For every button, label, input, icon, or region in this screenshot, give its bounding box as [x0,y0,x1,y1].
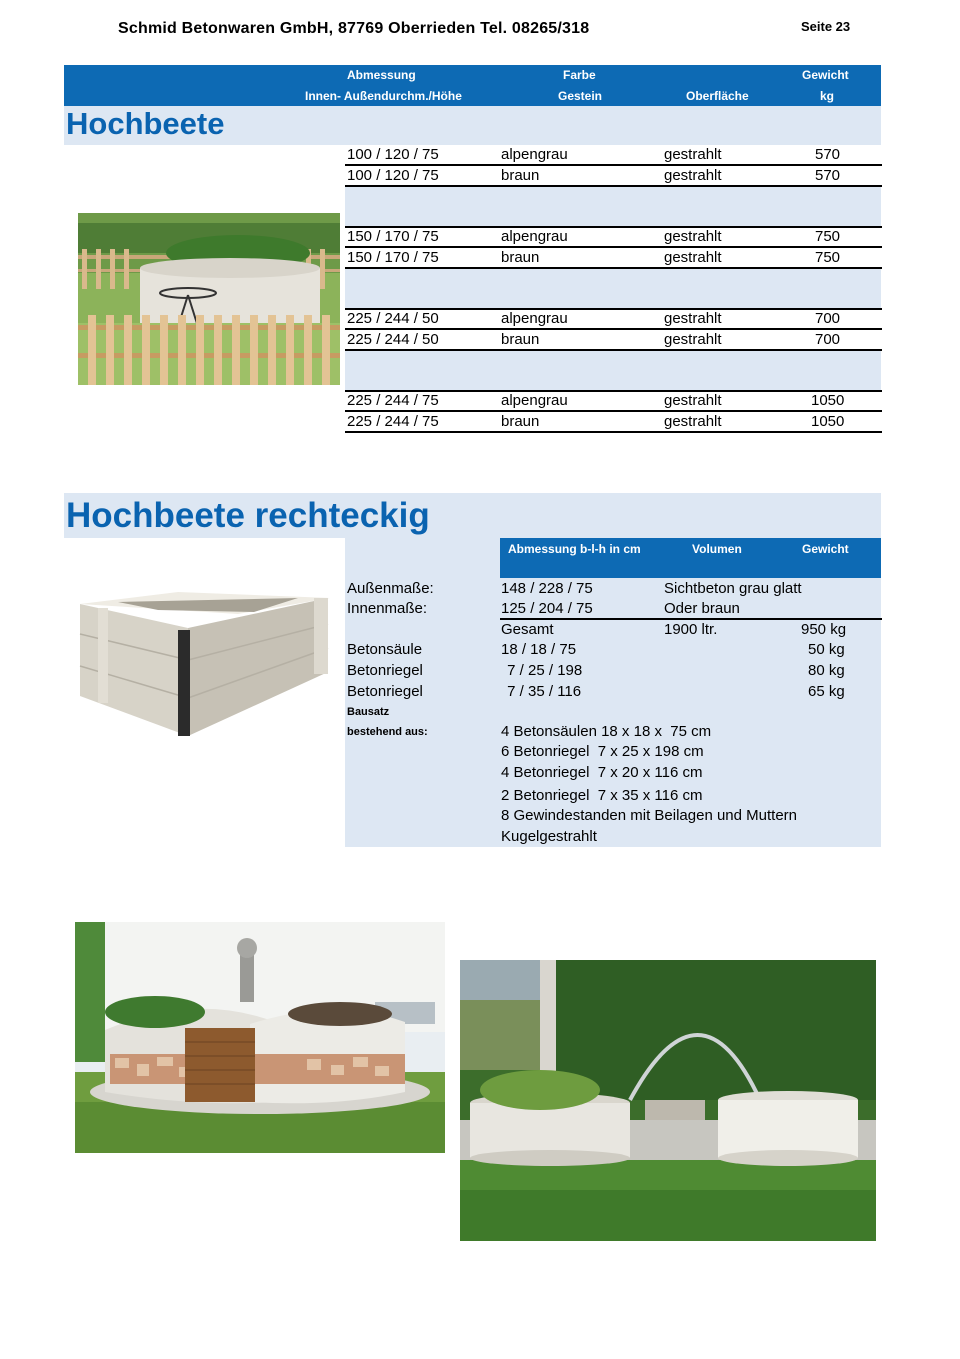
row-dimension: 225 / 244 / 75 [347,392,439,409]
row-surface: gestrahlt [664,167,722,184]
row-color: alpengrau [501,146,568,163]
kit-item: 2 Betonriegel 7 x 35 x 116 cm [501,787,703,804]
oval-bed-house-photo [75,922,445,1153]
inner-dim-value: 125 / 204 / 75 [501,600,593,617]
table-row [345,228,882,248]
kit-item: 4 Betonsäulen 18 x 18 x 75 cm [501,723,712,740]
row-color: alpengrau [501,228,568,245]
row-dimension: 100 / 120 / 75 [347,146,439,163]
col-dimension-label: Abmessung b-l-h in cm [508,542,641,556]
column-weight: 50 kg [808,641,845,658]
beam-dim: 7 / 35 / 116 [503,683,582,700]
col-abmessung-label: Abmessung [347,68,416,82]
column-dim: 18 / 18 / 75 [501,641,577,658]
table-row [345,392,882,412]
col-abmessung-sublabel: Innen- Außendurchm./Höhe [305,89,462,103]
total-volume: 1900 ltr. [664,621,718,638]
row-divider [345,246,882,248]
col-oberflaeche-label: Oberfläche [686,89,749,103]
row-color: braun [501,249,540,266]
row-dimension: 150 / 170 / 75 [347,249,439,266]
row-surface: gestrahlt [664,331,722,348]
row-color: alpengrau [501,310,568,327]
row-divider [345,431,882,433]
beam-weight: 65 kg [808,683,845,700]
row-weight: 700 [815,331,841,348]
company-header: Schmid Betonwaren GmbH, 87769 Oberrieden Tel. 08265/318 [118,20,590,37]
table-header-bar [64,65,881,106]
table-row [345,146,882,166]
beam-dim: 7 / 25 / 198 [503,662,583,679]
row-weight: 1050 [811,413,845,430]
row-surface: gestrahlt [664,249,722,266]
row-weight: 700 [815,310,841,327]
inner-dim-note: Oder braun [664,600,740,617]
kit-sublabel: bestehend aus: [347,726,428,738]
table-row [345,310,882,330]
col-weight-label: Gewicht [802,542,849,556]
row-divider [345,185,882,187]
row-dimension: 225 / 244 / 75 [347,413,439,430]
table-row [345,167,882,187]
outer-dim-label: Außenmaße: [347,580,434,597]
row-color: braun [501,413,540,430]
row-dimension: 100 / 120 / 75 [347,167,439,184]
row-color: alpengrau [501,392,568,409]
rect-table-header-bar [500,538,881,578]
beam-weight: 80 kg [808,662,845,679]
rectangular-bed-photo [78,586,333,738]
row-surface: gestrahlt [664,413,722,430]
row-weight: 570 [815,167,841,184]
col-gewicht-label: Gewicht [802,68,849,82]
section-title-hochbeete-rechteckig: Hochbeete rechteckig [66,496,430,535]
col-gewicht-sublabel: kg [820,89,835,103]
row-weight: 570 [815,146,841,163]
kit-item: 6 Betonriegel 7 x 25 x 198 cm [501,743,704,760]
inner-dim-label: Innenmaße: [347,600,428,617]
table-row [345,249,882,269]
row-color: braun [501,331,540,348]
row-divider [345,410,882,412]
row-surface: gestrahlt [664,392,722,409]
round-beds-arch-photo [460,960,876,1241]
row-weight: 1050 [811,392,845,409]
outer-dim-note: Sichtbeton grau glatt [664,580,802,597]
table-row [345,331,882,351]
table-gap-3 [345,351,881,392]
page-number: Seite 23 [801,19,851,34]
row-divider [345,328,882,330]
row-dimension: 150 / 170 / 75 [347,228,439,245]
kit-item: 4 Betonriegel 7 x 20 x 116 cm [501,764,703,781]
row-dimension: 225 / 244 / 50 [347,331,439,348]
beam-label: Betonriegel [347,662,423,679]
table-row [345,413,882,433]
kit-item: Kugelgestrahlt [501,828,597,845]
total-label: Gesamt [501,621,554,638]
row-surface: gestrahlt [664,228,722,245]
row-weight: 750 [815,228,841,245]
row-weight: 750 [815,249,841,266]
kit-label: Bausatz [347,706,390,718]
row-surface: gestrahlt [664,146,722,163]
col-farbe-label: Farbe [563,68,596,82]
row-surface: gestrahlt [664,310,722,327]
column-label: Betonsäule [347,641,423,658]
total-rule [500,618,882,620]
row-dimension: 225 / 244 / 50 [347,310,439,327]
beam-label: Betonriegel [347,683,423,700]
total-weight: 950 kg [801,621,847,638]
section-title-hochbeete: Hochbeete [66,106,225,141]
row-divider [345,349,882,351]
row-divider [345,164,882,166]
round-bed-garden-photo [78,213,340,385]
table-gap-1 [345,187,881,228]
col-volume-label: Volumen [692,542,742,556]
kit-item: 8 Gewindestanden mit Beilagen und Muttern [501,807,798,824]
table-gap-2 [345,269,881,310]
col-farbe-sublabel: Gestein [558,89,603,103]
row-divider [345,267,882,269]
row-color: braun [501,167,540,184]
outer-dim-value: 148 / 228 / 75 [501,580,593,597]
